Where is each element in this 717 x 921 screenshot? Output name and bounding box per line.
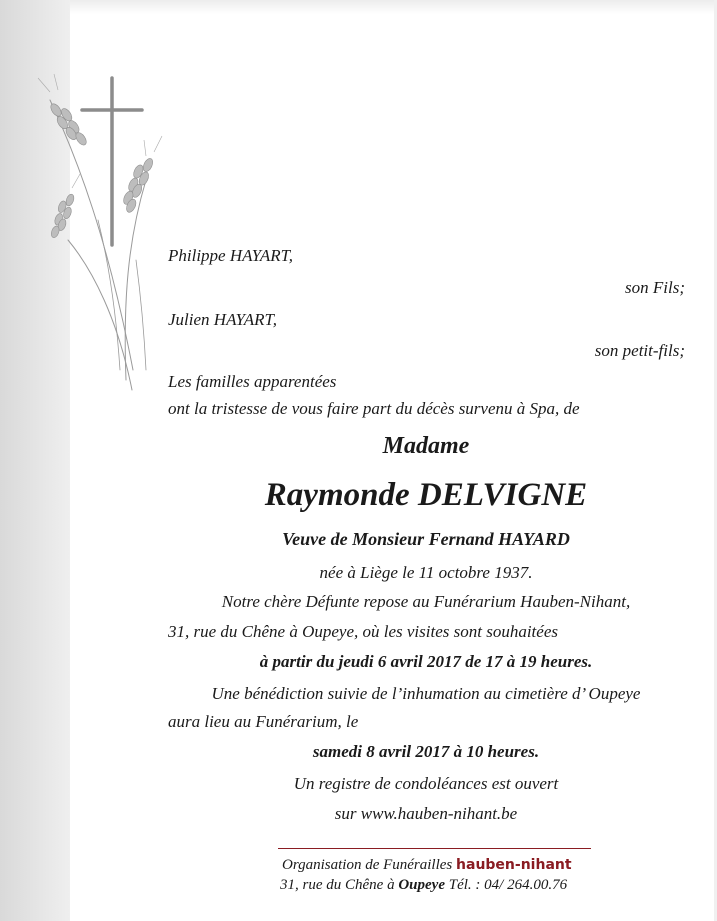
deceased-name: Raymonde DELVIGNE xyxy=(264,477,588,513)
cross-wheat-icon xyxy=(28,70,178,400)
footer-rule xyxy=(278,848,591,849)
footer-address-line xyxy=(280,876,567,894)
son-relation: son Fils; xyxy=(625,278,685,297)
blessing-line-2: aura lieu au Funérarium, le xyxy=(168,712,359,731)
blessing-line-1: Une bénédiction suivie de l’inhumation au cimetière d’ Oupeye xyxy=(211,684,641,703)
brand-logo: hauben-nihant xyxy=(456,857,572,873)
footer-org-line xyxy=(282,856,572,874)
register-line-2: sur www.hauben-nihant.be xyxy=(334,804,518,823)
footer-org-prefix: Organisation de Funérailles xyxy=(282,857,453,873)
widow-of: Veuve de Monsieur Fernand HAYARD xyxy=(282,529,570,549)
grandson-name: Julien HAYART, xyxy=(168,310,277,329)
footer-town: Oupeye xyxy=(398,877,445,893)
rest-line-1: Notre chère Défunte repose au Funérarium Hauben-Nihant, xyxy=(221,592,631,611)
son-name: Philippe HAYART, xyxy=(168,246,294,265)
intro-line: ont la tristesse de vous faire part du décès survenu à Spa, de xyxy=(168,399,580,418)
ceremony-time: samedi 8 avril 2017 à 10 heures. xyxy=(312,742,540,761)
birth-line: née à Liège le 11 octobre 1937. xyxy=(319,563,533,582)
visit-time: à partir du jeudi 6 avril 2017 de 17 à 19 heures. xyxy=(259,652,593,671)
footer-address-prefix: 31, rue du Chêne à xyxy=(280,877,395,893)
grandson-relation: son petit-fils; xyxy=(594,341,685,360)
top-shade xyxy=(70,0,717,14)
title-madame: Madame xyxy=(382,433,470,459)
footer-phone: Tél. : 04/ 264.00.76 xyxy=(448,877,568,893)
rest-line-2: 31, rue du Chêne à Oupeye, où les visites sont souhaitées xyxy=(168,622,558,641)
register-line-1: Un registre de condoléances est ouvert xyxy=(293,774,559,793)
families-line: Les familles apparentées xyxy=(168,372,337,391)
